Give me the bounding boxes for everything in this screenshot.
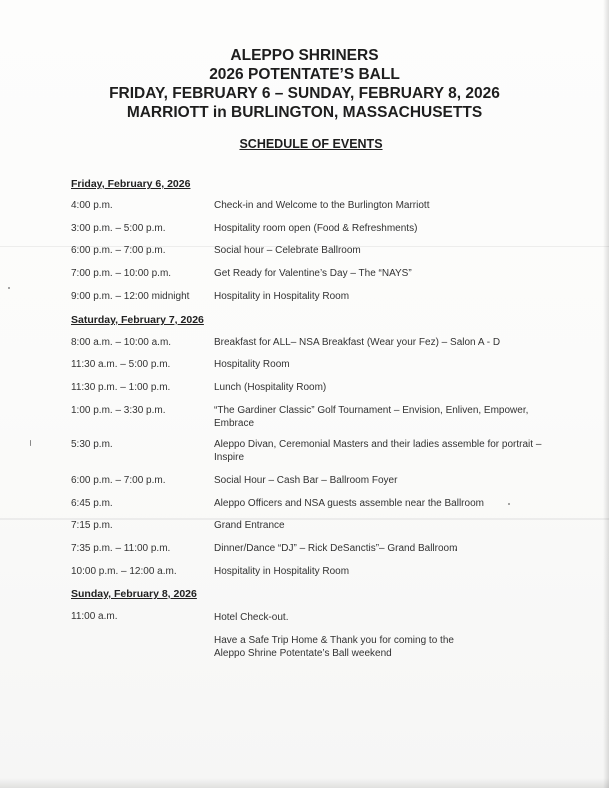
event-title: 2026 POTENTATE’S BALL bbox=[209, 66, 400, 83]
event-time: 7:15 p.m. bbox=[71, 520, 113, 531]
event-description: Check-in and Welcome to the Burlington Marriott bbox=[214, 200, 430, 211]
event-venue: MARRIOTT in BURLINGTON, MASSACHUSETTS bbox=[126, 104, 483, 121]
event-description: Breakfast for ALL– NSA Breakfast (Wear your Fez) – Salon A - D bbox=[214, 337, 501, 348]
event-description: Social Hour – Cash Bar – Ballroom Foyer bbox=[214, 475, 398, 486]
event-description: Aleppo Officers and NSA guests assemble near the Ballroom bbox=[214, 498, 484, 509]
event-time: 4:00 p.m. bbox=[71, 200, 113, 211]
day-heading-saturday: Saturday, February 7, 2026 bbox=[71, 314, 204, 326]
closing-message: Have a Safe Trip Home & Thank you for coming to the Aleppo Shrine Potentate’s Ball weekend bbox=[214, 635, 454, 659]
schedule-heading: SCHEDULE OF EVENTS bbox=[239, 137, 383, 151]
event-time: 1:00 p.m. – 3:30 p.m. bbox=[71, 405, 166, 416]
event-time: 11:30 p.m. – 1:00 p.m. bbox=[71, 382, 171, 393]
event-time: 9:00 p.m. – 12:00 midnight bbox=[71, 291, 190, 302]
event-time: 5:30 p.m. bbox=[71, 439, 113, 450]
event-time: 7:35 p.m. – 11:00 p.m. bbox=[71, 543, 171, 554]
event-description: Lunch (Hospitality Room) bbox=[214, 382, 327, 393]
event-time: 11:30 a.m. – 5:00 p.m. bbox=[71, 359, 171, 370]
event-time: 11:00 a.m. bbox=[71, 611, 118, 622]
event-time: 3:00 p.m. – 5:00 p.m. bbox=[71, 223, 166, 234]
event-description: Hospitality Room bbox=[214, 359, 290, 370]
event-time: 6:00 p.m. – 7:00 p.m. bbox=[71, 475, 166, 486]
day-heading-friday: Friday, February 6, 2026 bbox=[71, 178, 191, 190]
scan-speck bbox=[8, 287, 10, 289]
org-title: ALEPPO SHRINERS bbox=[230, 47, 379, 64]
day-heading-sunday: Sunday, February 8, 2026 bbox=[71, 588, 197, 600]
event-description: Social hour – Celebrate Ballroom bbox=[214, 245, 361, 256]
event-time: 8:00 a.m. – 10:00 a.m. bbox=[71, 337, 172, 348]
event-description: Hospitality in Hospitality Room bbox=[214, 291, 350, 302]
page-bottom-shadow bbox=[0, 778, 609, 788]
event-time: 6:00 p.m. – 7:00 p.m. bbox=[71, 245, 166, 256]
event-time: 10:00 p.m. – 12:00 a.m. bbox=[71, 566, 177, 577]
event-description: Hotel Check-out. bbox=[214, 612, 289, 623]
event-time: 6:45 p.m. bbox=[71, 498, 113, 509]
scan-speck bbox=[30, 440, 31, 446]
event-dates: FRIDAY, FEBRUARY 6 – SUNDAY, FEBRUARY 8, 2026 bbox=[109, 85, 500, 102]
event-description: Grand Entrance bbox=[214, 520, 285, 531]
event-time: 7:00 p.m. – 10:00 p.m. bbox=[71, 268, 172, 279]
event-description: Get Ready for Valentine’s Day – The “NAYS” bbox=[214, 268, 412, 279]
document-header bbox=[0, 46, 609, 122]
event-description: Aleppo Divan, Ceremonial Masters and their ladies assemble for portrait – Inspire bbox=[214, 439, 542, 463]
event-description: Hospitality in Hospitality Room bbox=[214, 566, 350, 577]
event-description: Hospitality room open (Food & Refreshments) bbox=[214, 223, 418, 234]
event-description: “The Gardiner Classic” Golf Tournament – Envision, Enliven, Empower, Embrace bbox=[214, 405, 529, 429]
event-description: Dinner/Dance “DJ” – Rick DeSanctis”– Grand Ballroom bbox=[214, 543, 458, 554]
